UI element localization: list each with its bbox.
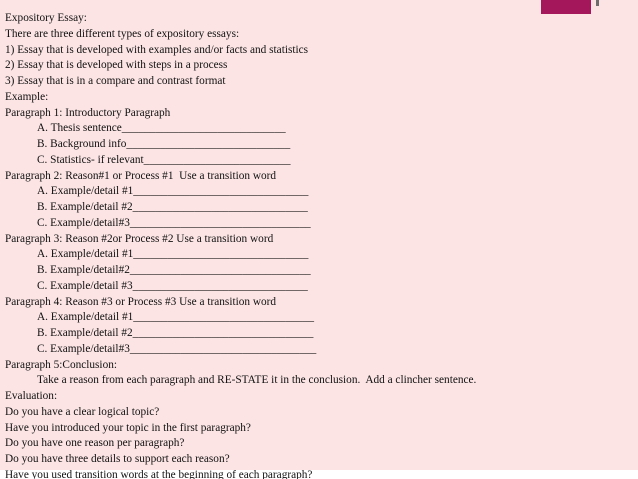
text-line: Do you have a clear logical topic? [5, 405, 160, 418]
text-line: Do you have one reason per paragraph? [5, 437, 185, 450]
text-line: C. Example/detail#3________________________________ [37, 216, 311, 229]
text-line: Paragraph 1: Introductory Paragraph [5, 106, 171, 119]
text-line: A. Example/detail #1________________________________ [37, 311, 315, 324]
text-line: A. Example/detail #1_______________________________ [37, 248, 309, 261]
text-line: B. Example/detail #2_______________________________ [37, 201, 308, 213]
text-line: C. Example/detail #3_______________________________ [37, 279, 308, 292]
text-line: A. Thesis sentence_____________________________ [37, 122, 286, 135]
text-line: Expository Essay: [5, 12, 87, 24]
text-line: A. Example/detail #1_______________________________ [37, 185, 309, 198]
text-line: C. Statistics- if relevant__________________________ [37, 153, 291, 166]
text-line: B. Background info_____________________________ [37, 138, 291, 150]
essay-outline-text [5, 11, 630, 479]
text-line: B. Example/detail #2________________________________ [37, 327, 314, 339]
text-line: B. Example/detail#2________________________________ [37, 264, 311, 276]
text-line: Paragraph 2: Reason#1 or Process #1 Use a transition word [5, 169, 277, 182]
text-line: Have you used transition words at the beginning of each paragraph? [5, 468, 313, 479]
corner-mark [596, 0, 599, 6]
text-line: Example: [5, 90, 49, 103]
text-line: C. Example/detail#3_________________________________ [37, 342, 317, 355]
text-line: Paragraph 4: Reason #3 or Process #3 Use a transition word [5, 295, 277, 308]
text-line: Have you introduced your topic in the first paragraph? [5, 421, 251, 434]
text-line: 2) Essay that is developed with steps in a process [5, 59, 228, 72]
text-line: Take a reason from each paragraph and RE-STATE it in the conclusion. Add a clincher sentence. [37, 374, 477, 387]
text-line: Paragraph 3: Reason #2or Process #2 Use a transition word [5, 232, 274, 245]
text-line: Evaluation: [5, 390, 58, 402]
text-line: Do you have three details to support each reason? [5, 453, 230, 465]
text-line: 1) Essay that is developed with examples and/or facts and statistics [5, 43, 309, 56]
text-line: There are three different types of expository essays: [5, 27, 240, 40]
text-line: Paragraph 5:Conclusion: [5, 358, 118, 371]
text-line: 3) Essay that is in a compare and contrast format [5, 75, 226, 87]
